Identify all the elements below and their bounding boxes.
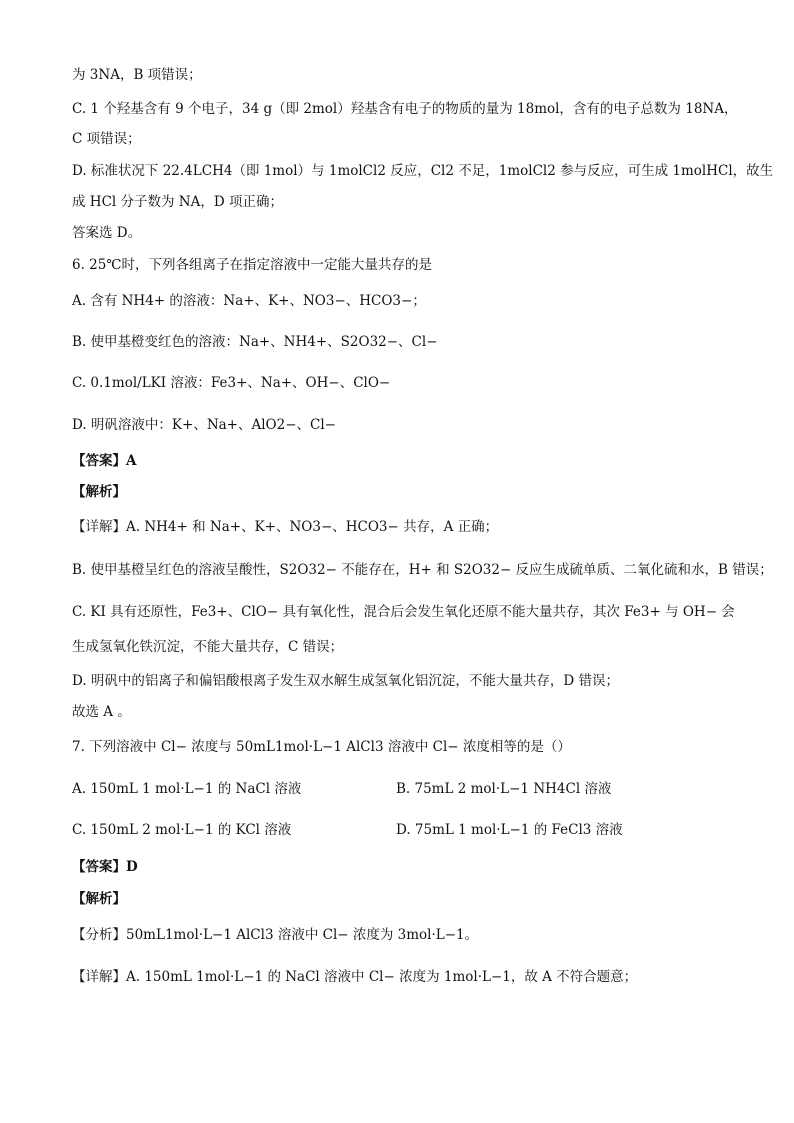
q7-option-b: B. 75mL 2 mol·L−1 NH4Cl 溶液 <box>396 781 612 797</box>
text-line: C. 1 个羟基含有 9 个电子，34 g（即 2mol）羟基含有电子的物质的量为 18mol，含有的电子总数为 18NA， <box>72 101 738 117</box>
q6-option-b: B. 使甲基橙变红色的溶液：Na+、NH4+、S2O32−、Cl− <box>72 334 438 350</box>
q6-option-d: D. 明矾溶液中：K+、Na+、AlO2−、Cl− <box>72 417 336 433</box>
analysis-line: 【分析】50mL1mol·L−1 AlCl3 溶液中 Cl− 浓度为 3mol·L−1。 <box>72 927 479 943</box>
detail-line: D. 明矾中的铝离子和偏铝酸根离子发生双水解生成氢氧化铝沉淀，不能大量共存，D 错误； <box>72 673 620 689</box>
q7-option-d: D. 75mL 1 mol·L−1 的 FeCl3 溶液 <box>396 822 623 838</box>
analysis-label: 【解析】 <box>72 891 126 907</box>
answer-label: 【答案】D <box>72 859 138 875</box>
q7-option-a: A. 150mL 1 mol·L−1 的 NaCl 溶液 <box>72 781 302 797</box>
text-line: 为 3NA，B 项错误； <box>72 67 202 83</box>
question-7: 7. 下列溶液中 Cl− 浓度与 50mL1mol·L−1 AlCl3 溶液中 Cl− 浓度相等的是（） <box>72 739 571 755</box>
text-line: C 项错误； <box>72 131 141 147</box>
text-line: D. 标准状况下 22.4LCH4（即 1mol）与 1molCl2 反应，Cl2 不足，1molCl2 参与反应，可生成 1molHCl，故生 <box>72 163 774 179</box>
detail-line: 【详解】A. 150mL 1mol·L−1 的 NaCl 溶液中 Cl− 浓度为 1mol·L−1，故 A 不符合题意； <box>72 969 638 985</box>
q6-option-c: C. 0.1mol/LKI 溶液：Fe3+、Na+、OH−、ClO− <box>72 375 391 391</box>
detail-line: 生成氢氧化铁沉淀，不能大量共存，C 错误； <box>72 639 344 655</box>
analysis-label: 【解析】 <box>72 484 126 500</box>
text-line: 答案选 D。 <box>72 225 142 241</box>
text-line: 成 HCl 分子数为 NA，D 项正确； <box>72 194 283 210</box>
detail-line: 【详解】A. NH4+ 和 Na+、K+、NO3−、HCO3− 共存，A 正确； <box>72 519 499 535</box>
detail-line: B. 使甲基橙呈红色的溶液呈酸性，S2O32− 不能存在，H+ 和 S2O32− 反应生成硫单质、二氧化硫和水，B 错误； <box>72 562 773 578</box>
q6-option-a: A. 含有 NH4+ 的溶液：Na+、K+、NO3−、HCO3−； <box>72 293 426 309</box>
answer-label: 【答案】A <box>72 453 137 469</box>
q7-option-c: C. 150mL 2 mol·L−1 的 KCl 溶液 <box>72 822 292 838</box>
detail-line: C. KI 具有还原性，Fe3+、ClO− 具有氧化性，混合后会发生氧化还原不能大量共存，其次 Fe3+ 与 OH− 会 <box>72 604 735 620</box>
detail-line: 故选 A 。 <box>72 704 131 720</box>
question-6: 6. 25℃时，下列各组离子在指定溶液中一定能大量共存的是 <box>72 257 432 273</box>
